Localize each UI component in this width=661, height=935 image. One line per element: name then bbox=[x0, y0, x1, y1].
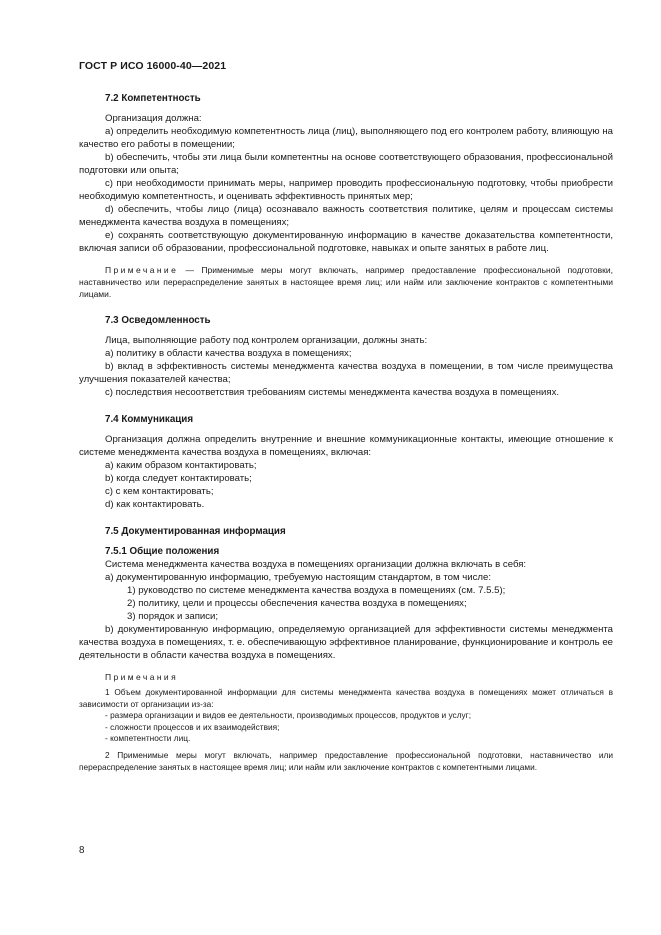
section-heading: 7.5 Документированная информация bbox=[105, 526, 286, 537]
list-item: a) документированную информацию, требуемую настоящим стандартом, в том числе: bbox=[105, 572, 491, 583]
note-bullet: - компетентности лиц. bbox=[105, 733, 191, 744]
page-number: 8 bbox=[79, 845, 85, 856]
section-7-5 bbox=[79, 525, 613, 773]
list-item: c) последствия несоответствия требованиям системы менеджмента качества воздуха в помещениях. bbox=[105, 387, 560, 398]
section-7-3 bbox=[79, 314, 613, 399]
sub-list-item: 2) политику, цели и процессы обеспечения качества воздуха в помещениях; bbox=[127, 598, 467, 609]
list-item: d) обеспечить, чтобы лицо (лица) осознавало важность соответствия политике, целям и процессам системы менеджмента качества воздуха в помещениях; bbox=[79, 204, 613, 228]
list-item: a) политику в области качества воздуха в помещениях; bbox=[105, 348, 352, 359]
document-header: ГОСТ Р ИСО 16000-40—2021 bbox=[79, 60, 227, 72]
note bbox=[79, 264, 613, 300]
note-text: — Применимые меры могут включать, например предоставление профессиональной подготовки, наставничество или перераспределение занятых в настоящее время лиц; или найм или заключение контрактов с компетентными лицами. bbox=[79, 265, 613, 299]
list-item: e) сохранять соответствующую документированную информацию в качестве доказательства компетентности, включая записи об образовании, профессиональной подготовке, навыках и опыте занятых в работе лиц. bbox=[79, 230, 613, 254]
note-item: 1 Объем документированной информации для системы менеджмента качества воздуха в помещениях может отличаться в зависимости от организации из-за: bbox=[79, 687, 613, 709]
paragraph: Лица, выполняющие работу под контролем организации, должны знать: bbox=[105, 335, 428, 346]
section-heading: 7.2 Компетентность bbox=[105, 93, 201, 104]
paragraph: Организация должна: bbox=[105, 113, 202, 124]
paragraph: Система менеджмента качества воздуха в помещениях организации должна включать в себя: bbox=[105, 559, 527, 570]
note-item: 2 Применимые меры могут включать, например предоставление профессиональной подготовки, наставничество или перераспределение занятых в настоящее время лиц; или найм или заключение контрактов с компетентными лицами. bbox=[79, 749, 613, 772]
sub-list-item: 3) порядок и записи; bbox=[127, 611, 219, 622]
section-heading: 7.3 Осведомленность bbox=[105, 315, 211, 326]
list-item: a) каким образом контактировать; bbox=[105, 460, 257, 471]
section-7-4 bbox=[79, 413, 613, 511]
note-bullet: - сложности процессов и их взаимодействия; bbox=[105, 721, 280, 732]
list-item: c) с кем контактировать; bbox=[105, 486, 214, 497]
list-item: b) обеспечить, чтобы эти лица были компетентны на основе соответствующего образования, профессиональной подготовки или опыта; bbox=[79, 152, 613, 176]
list-item: b) когда следует контактировать; bbox=[105, 473, 252, 484]
page-content bbox=[79, 92, 613, 773]
paragraph: Организация должна определить внутренние и внешние коммуникационные контакты, имеющие отношение к системе менеджмента качества воздуха в помещениях, включая: bbox=[79, 434, 613, 458]
sub-list-item: 1) руководство по системе менеджмента качества воздуха в помещениях (см. 7.5.5); bbox=[127, 585, 506, 596]
list-item: b) вклад в эффективность системы менеджмента качества воздуха в помещении, в том числе преимущества улучшения показателей качества; bbox=[79, 361, 613, 385]
list-item: d) как контактировать. bbox=[105, 499, 205, 510]
list-item: b) документированную информацию, определяемую организацией для эффективности системы менеджмента качества воздуха в помещениях, т. е. обеспечивающую эффективное планирование, функционирование и контроль ее деятельности в области качества воздуха в помещениях. bbox=[79, 624, 613, 661]
section-7-2 bbox=[79, 92, 613, 300]
notes-title: Примечания bbox=[105, 672, 179, 682]
note-bullet: - размера организации и видов ее деятельности, производимых процессов, продуктов и услуг; bbox=[105, 710, 472, 721]
subsection-heading: 7.5.1 Общие положения bbox=[105, 546, 220, 557]
list-item: c) при необходимости принимать меры, например проводить профессиональную подготовку, чтобы приобрести необходимую компетентность, и оценивать эффективность принятых мер; bbox=[79, 178, 613, 202]
section-heading: 7.4 Коммуникация bbox=[105, 414, 194, 425]
note-label: Примечание bbox=[105, 265, 179, 275]
list-item: a) определить необходимую компетентность лица (лиц), выполняющего под его контролем работу, влияющую на качество его работы в помещении; bbox=[79, 126, 613, 150]
